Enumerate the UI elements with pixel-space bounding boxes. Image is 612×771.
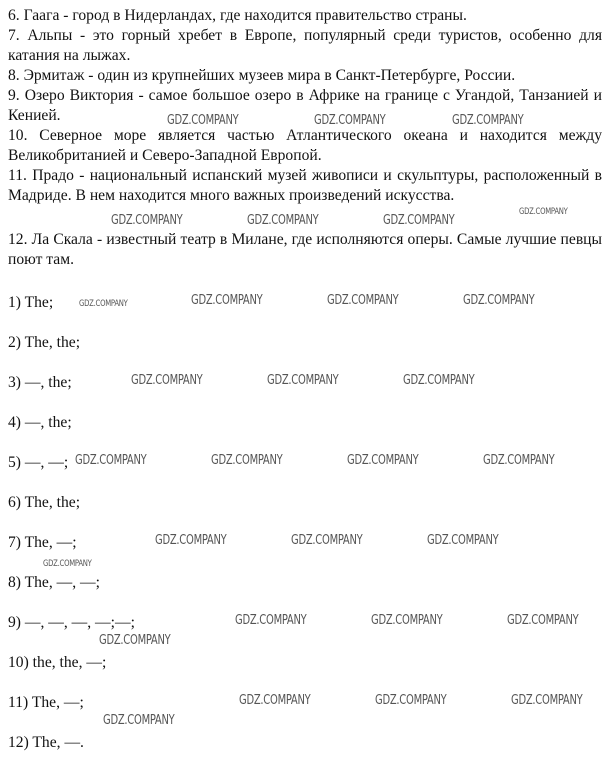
watermark: GDZ.COMPANY xyxy=(452,113,524,128)
watermark: GDZ.COMPANY xyxy=(291,533,363,548)
answer-11: 11) The, —; xyxy=(8,694,84,711)
watermark: GDZ.COMPANY xyxy=(347,453,419,468)
watermark: GDZ.COMPANY xyxy=(131,373,203,388)
watermark: GDZ.COMPANY xyxy=(99,633,171,648)
watermark: GDZ.COMPANY xyxy=(511,693,583,708)
answer-1: 1) The; xyxy=(8,294,54,311)
paragraph-12: 12. Ла Скала - известный театр в Милане, где исполняются оперы. Самые лучшие певцы поют там. xyxy=(8,231,602,268)
watermark: GDZ.COMPANY xyxy=(427,533,499,548)
watermark: GDZ.COMPANY xyxy=(155,533,227,548)
watermark: GDZ.COMPANY xyxy=(43,559,92,569)
watermark: GDZ.COMPANY xyxy=(239,693,311,708)
watermark: GDZ.COMPANY xyxy=(235,613,307,628)
answer-8: 8) The, —, —; xyxy=(8,574,100,591)
paragraph-8: 8. Эрмитаж - один из крупнейших музеев мира в Санкт-Петербурге, России. xyxy=(8,67,516,84)
watermark: GDZ.COMPANY xyxy=(463,293,535,308)
paragraph-10: 10. Северное море является частью Атлантического океана и находится между Великобританией и Северо-Западной Европой. xyxy=(8,127,602,164)
watermark: GDZ.COMPANY xyxy=(507,613,579,628)
paragraph-7: 7. Альпы - это горный хребет в Европе, популярный среди туристов, особенно для катания на лыжах. xyxy=(8,27,602,64)
answer-10: 10) the, the, —; xyxy=(8,654,107,671)
answer-12: 12) The, —. xyxy=(8,734,84,751)
paragraph-9: 9. Озеро Виктория - самое большое озеро в Африке на границе с Угандой, Танзанией и Кенией. xyxy=(8,87,602,124)
paragraph-6: 6. Гаага - город в Нидерландах, где находится правительство страны. xyxy=(8,7,467,24)
watermark: GDZ.COMPANY xyxy=(483,453,555,468)
answer-6: 6) The, the; xyxy=(8,494,81,511)
watermark: GDZ.COMPANY xyxy=(519,207,568,217)
watermark: GDZ.COMPANY xyxy=(79,299,128,309)
watermark: GDZ.COMPANY xyxy=(267,373,339,388)
watermark: GDZ.COMPANY xyxy=(211,453,283,468)
watermark: GDZ.COMPANY xyxy=(247,213,319,228)
watermark: GDZ.COMPANY xyxy=(371,613,443,628)
watermark: GDZ.COMPANY xyxy=(327,293,399,308)
watermark: GDZ.COMPANY xyxy=(191,293,263,308)
answer-7: 7) The, —; xyxy=(8,534,77,551)
watermark: GDZ.COMPANY xyxy=(375,693,447,708)
answer-4: 4) —, the; xyxy=(8,414,72,431)
watermark: GDZ.COMPANY xyxy=(75,453,147,468)
watermark: GDZ.COMPANY xyxy=(403,373,475,388)
answer-3: 3) —, the; xyxy=(8,374,72,391)
watermark: GDZ.COMPANY xyxy=(103,713,175,728)
watermark: GDZ.COMPANY xyxy=(314,113,386,128)
answer-9: 9) —, —, —, —;—; xyxy=(8,614,135,631)
answer-2: 2) The, the; xyxy=(8,334,81,351)
watermark: GDZ.COMPANY xyxy=(167,113,239,128)
watermark: GDZ.COMPANY xyxy=(111,213,183,228)
answer-5: 5) —, —; xyxy=(8,454,69,471)
watermark: GDZ.COMPANY xyxy=(383,213,455,228)
paragraph-11: 11. Прадо - национальный испанский музей живописи и скульптуры, расположенный в Мадриде. В нем находится много важных произведений искусства. xyxy=(8,167,602,204)
